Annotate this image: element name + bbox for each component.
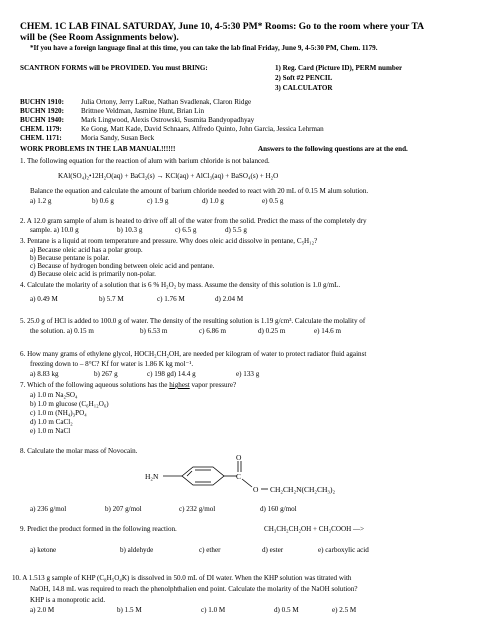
choice-2d[interactable]: d) 5.5 g [225, 226, 247, 234]
choice-3b[interactable]: b) Because pentane is polar. [30, 254, 110, 262]
question-6-stem: 6. How many grams of ethylene glycol, HOCH₂CH₂OH, are needed per kilogram of water to protect radiator fluid against [20, 350, 367, 358]
choice-9d[interactable]: d) ester [262, 546, 284, 554]
question-5-line2: the solution. a) 0.15 m [30, 327, 94, 335]
question-10-stem: 10. A 1.513 g sample of KHP (C₈H₅O₄K) is dissolved in 50.0 mL of DI water. When the KHP solution was titrated with [12, 574, 352, 582]
choice-5d[interactable]: d) 0.25 m [258, 327, 286, 335]
choice-7a[interactable]: a) 1.0 m Na₂SO₄ [30, 391, 78, 399]
room-label: BUCHN 1940: [20, 116, 64, 124]
room-label: BUCHN 1910: [20, 98, 64, 106]
choice-4b[interactable]: b) 5.7 M [99, 295, 124, 303]
question-1-stem: 1. The following equation for the reaction of alum with barium chloride is not balanced. [20, 157, 270, 165]
choice-8a[interactable]: a) 236 g/mol [30, 505, 67, 513]
question-8-stem: 8. Calculate the molar mass of Novocain. [20, 447, 138, 455]
choice-10d[interactable]: d) 0.5 M [274, 606, 299, 614]
room-tas: Moria Sandy, Susan Beck [81, 134, 155, 142]
question-5-stem: 5. 25.0 g of HCl is added to 100.0 g of water. The density of the resulting solution is 1.19 g/cm³. Calculate the molality of [20, 317, 366, 325]
carbonyl-carbon-label: C [236, 472, 242, 481]
choice-5b[interactable]: b) 6.53 m [140, 327, 168, 335]
choice-1c[interactable]: c) 1.9 g [147, 197, 169, 205]
question-4-stem: 4. Calculate the molarity of a solution that is 6 % H₂O₂ by mass. Assume the density of this solution is 1.0 g/mL. [20, 281, 341, 289]
choice-6b[interactable]: b) 267 g [94, 370, 118, 378]
choice-10a[interactable]: a) 2.0 M [30, 606, 55, 614]
room-tas: Julia Ortony, Jerry LaRue, Nathan Svadlenak, Claron Ridge [81, 98, 252, 106]
choice-1d[interactable]: d) 1.0 g [202, 197, 224, 205]
choice-3d[interactable]: d) Because oleic acid is primarily non-polar. [30, 270, 156, 278]
choice-4c[interactable]: c) 1.76 M [157, 295, 185, 303]
choice-7b[interactable]: b) 1.0 m glucose (C₆H₁₂O₆) [30, 400, 109, 408]
question-9-reaction: CH₃CH₂CH₂OH + CH₃COOH —> [264, 525, 365, 533]
room-label: CHEM. 1179: [20, 125, 62, 133]
choice-7e[interactable]: e) 1.0 m NaCl [30, 427, 71, 435]
highest-emphasis: highest [169, 381, 190, 389]
choice-5e[interactable]: e) 14.6 m [314, 327, 341, 335]
bring-item-1: 1) Reg. Card (Picture ID), PERM number [275, 64, 403, 72]
question-10-line2: NaOH, 14.8 mL was required to reach the phenolphthalien end point. Calculate the molarity of the NaOH solution? [30, 585, 358, 593]
room-tas: Mark Lingwood, Alexis Ostrowski, Susmita Bandyopadhyay [81, 116, 255, 124]
choice-10b[interactable]: b) 1.5 M [117, 606, 142, 614]
choice-1a[interactable]: a) 1.2 g [30, 197, 52, 205]
question-2-line2: sample. a) 10.0 g [30, 226, 79, 234]
amine-label: H₂N [145, 472, 159, 481]
carbonyl-oxygen-label: O [236, 454, 242, 462]
ester-oxygen-label: O [253, 485, 259, 494]
question-7-stem-start: 7. Which of the following aqueous solutions has the [20, 381, 170, 389]
choice-2b[interactable]: b) 10.3 g [117, 226, 143, 234]
question-6-line2: freezing down to – 8°C? Kf for water is 1.86 K kg mol⁻¹. [30, 360, 194, 368]
choice-9c[interactable]: c) ether [199, 546, 221, 554]
question-7-stem-end: vapor pressure? [189, 381, 237, 389]
choice-3a[interactable]: a) Because oleic acid has a polar group. [30, 246, 143, 254]
choice-8c[interactable]: c) 232 g/mol [179, 505, 216, 513]
choice-8d[interactable]: d) 160 g/mol [260, 505, 297, 513]
choice-6e[interactable]: e) 133 g [236, 370, 260, 378]
exam-title: CHEM. 1C LAB FINAL SATURDAY, June 10, 4-5:30 PM* Rooms: Go to the room where your TA [20, 21, 425, 32]
question-9-stem: 9. Predict the product formed in the following reaction. [20, 525, 177, 533]
work-problems-note: WORK PROBLEMS IN THE LAB MANUAL!!!!!! [20, 145, 176, 153]
choice-10c[interactable]: c) 1.0 M [201, 606, 226, 614]
choice-9e[interactable]: e) carboxylic acid [318, 546, 369, 554]
question-10-line3: KHP is a monoprotic acid. [30, 596, 106, 604]
room-tas: Ke Gong, Matt Kade, David Schnaars, Alfredo Quinto, John Garcia, Jessica Lehrman [81, 125, 324, 133]
choice-2c[interactable]: c) 6.5 g [175, 226, 197, 234]
choice-4a[interactable]: a) 0.49 M [30, 295, 58, 303]
exam-title-continued: will be (See Room Assignments below). [20, 32, 179, 43]
room-label: CHEM. 1171: [20, 134, 62, 142]
choice-3c[interactable]: c) Because of hydrogen bonding between oleic acid and pentane. [30, 262, 215, 270]
choice-7d[interactable]: d) 1.0 m CaCl₂ [30, 418, 73, 426]
novocain-structure [140, 454, 380, 500]
answers-note: Answers to the following questions are at the end. [258, 145, 408, 153]
choice-1b[interactable]: b) 0.6 g [92, 197, 114, 205]
bring-item-2: 2) Soft #2 PENCIL [275, 74, 333, 82]
choice-9a[interactable]: a) ketone [30, 546, 57, 554]
question-7-stem [20, 381, 236, 390]
question-1-line2: Balance the equation and calculate the amount of barium chloride needed to react with 20 mL of 0.15 M alum solution. [30, 187, 369, 195]
choice-4d[interactable]: d) 2.04 M [215, 295, 244, 303]
choice-9b[interactable]: b) aldehyde [120, 546, 154, 554]
choice-6c-d[interactable]: c) 198 gd) 14.4 g [147, 370, 196, 378]
room-label: BUCHN 1920: [20, 107, 64, 115]
foreign-language-note: *If you have a foreign language final at this time, you can take the lab final Friday, June 9, 4-5:30 PM, Chem. 1179. [30, 44, 378, 52]
choice-7c[interactable]: c) 1.0 m (NH₄)₃PO₄ [30, 409, 87, 417]
choice-5c[interactable]: c) 6.86 m [199, 327, 226, 335]
bring-item-3: 3) CALCULATOR [275, 84, 333, 92]
choice-8b[interactable]: b) 207 g/mol [105, 505, 142, 513]
room-tas: Brittnee Veldman, Jasmine Hunt, Brian Lin [81, 107, 205, 115]
scantron-note: SCANTRON FORMS will be PROVIDED. You must BRING: [20, 64, 208, 72]
question-3-stem: 3. Pentane is a liquid at room temperature and pressure. Why does oleic acid dissolve in pentane, C₅H₁₂? [20, 237, 318, 245]
choice-1e[interactable]: e) 0.5 g [262, 197, 284, 205]
question-2-stem: 2. A 12.0 gram sample of alum is heated to drive off all of the water from the solid. Predict the mass of the completely dry [20, 217, 367, 225]
ester-bond [242, 479, 252, 487]
choice-10e[interactable]: e) 2.5 M [332, 606, 357, 614]
question-1-equation: KAl(SO₄)₂•12H₂O(aq) + BaCl₂(s) → KCl(aq) + AlCl₃(aq) + BaSO₄(s) + H₂O [58, 172, 279, 180]
choice-6a[interactable]: a) 8.83 kg [30, 370, 59, 378]
novocain-structure-svg [140, 454, 380, 500]
side-chain-label: CH₂CH₂N(CH₂CH₃)₂ [270, 485, 336, 494]
